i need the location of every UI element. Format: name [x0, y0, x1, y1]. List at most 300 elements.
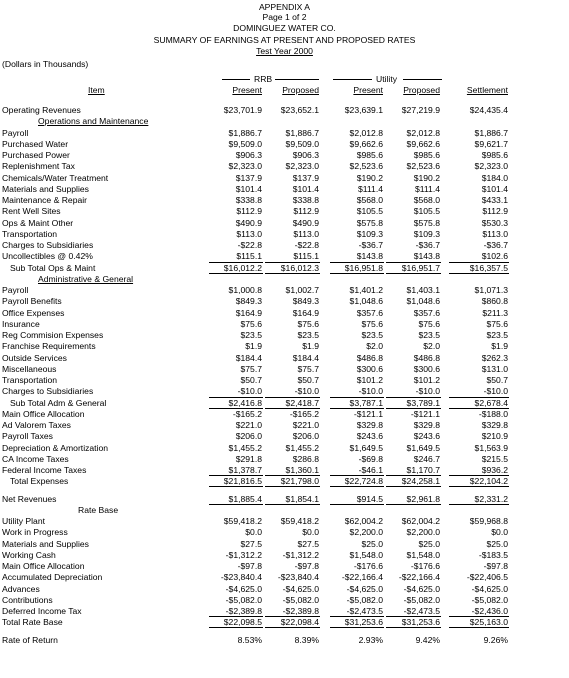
subtotal-rule-bottom: [449, 627, 509, 628]
cell-value: $59,968.8: [469, 516, 508, 526]
table-row: [0, 150, 569, 160]
cell-value: $338.8: [235, 195, 262, 205]
cell-value: $1,548.0: [349, 549, 383, 560]
cell-value: $1.9: [491, 341, 508, 352]
cell-value: -$2,389.8: [282, 606, 319, 616]
cell-value: $2,012.8: [406, 127, 440, 138]
row-label: Purchased Power: [2, 150, 70, 160]
cell-value: $27,219.9: [401, 105, 440, 115]
cell-value: $105.5: [413, 206, 440, 217]
cell-value: -$46.1: [358, 465, 383, 475]
cell-value: -$4,625.0: [403, 583, 440, 594]
cell-value: -$2,436.0: [471, 606, 508, 616]
cell-value: $22,104.2: [469, 476, 508, 487]
cell-value: $1,886.7: [474, 127, 508, 138]
cell-value: $575.8: [413, 217, 440, 228]
row-label: Reg Commision Expenses: [2, 330, 104, 340]
cell-value: 8.39%: [294, 634, 319, 645]
cell-value: $113.0: [236, 228, 262, 239]
cell-value: -$10.0: [237, 386, 262, 397]
col-settlement: Settlement: [466, 85, 508, 95]
cell-value: -$23,840.4: [277, 572, 319, 583]
cell-value: $329.8: [356, 420, 383, 430]
cell-value: $985.6: [413, 150, 440, 160]
cell-value: $1,071.3: [474, 285, 508, 295]
row-label: Net Revenues: [2, 493, 57, 504]
cell-value: 2.93%: [358, 634, 383, 645]
cell-value: $206.0: [292, 431, 319, 442]
table-row: [0, 173, 569, 183]
cell-value: $221.0: [235, 420, 262, 430]
cell-value: $1,403.1: [406, 285, 440, 295]
cell-value: $860.8: [481, 296, 508, 307]
cell-value: -$10.0: [415, 386, 440, 397]
table-row: [0, 516, 569, 526]
table-row: [0, 476, 569, 486]
cell-value: -$2,473.5: [403, 606, 440, 616]
cell-value: $2,323.0: [228, 161, 262, 172]
cell-value: -$4,625.0: [282, 583, 319, 594]
page-number: Page 1 of 2: [262, 12, 307, 22]
cell-value: $338.8: [292, 195, 319, 205]
subtotal-rule-bottom: [209, 627, 263, 628]
table-row: [0, 527, 569, 537]
table-row: [0, 319, 569, 329]
units-note: (Dollars in Thousands): [2, 59, 89, 69]
cell-value: $906.3: [292, 150, 319, 160]
subtotal-rule-bottom: [265, 486, 320, 487]
cell-value: $23.5: [486, 330, 508, 340]
subtotal-rule-top: [449, 475, 509, 476]
cell-value: $23,639.1: [344, 105, 383, 115]
subtotal-rule-top: [449, 397, 509, 398]
cell-value: $75.6: [418, 318, 440, 329]
cell-value: $109.3: [413, 228, 440, 239]
cell-value: $2,323.0: [474, 161, 508, 172]
cell-value: -$1,312.2: [282, 549, 319, 560]
cell-value: $243.6: [356, 431, 383, 442]
cell-value: $329.8: [413, 420, 440, 430]
cell-value: $3,789.1: [406, 397, 440, 408]
cell-value: $75.6: [361, 318, 383, 329]
group-utility-rule-left: [333, 79, 372, 80]
cell-value: $190.2: [413, 172, 440, 183]
cell-value: $300.6: [413, 363, 440, 374]
row-label: Work in Progress: [2, 527, 68, 538]
cell-value: -$5,082.0: [282, 594, 319, 605]
cell-value: $109.3: [356, 228, 383, 239]
cell-value: $985.6: [481, 150, 508, 160]
cell-value: -$97.8: [237, 561, 262, 571]
table-row: [0, 550, 569, 560]
cell-value: $300.6: [356, 363, 383, 374]
col-util-present: Present: [353, 85, 383, 95]
table-row: [0, 285, 569, 295]
subtotal-rule-top: [386, 475, 441, 476]
cell-value: $112.9: [236, 206, 262, 217]
cell-value: -$165.2: [232, 408, 262, 419]
cell-value: $137.9: [235, 172, 262, 183]
cell-value: -$5,082.0: [403, 594, 440, 605]
cell-value: $849.3: [235, 296, 262, 307]
table-row: [0, 572, 569, 582]
cell-value: $27.5: [297, 538, 319, 549]
cell-value: $357.6: [413, 307, 440, 318]
row-label: Main Office Allocation: [2, 561, 85, 571]
cell-value: $164.9: [235, 307, 262, 318]
cell-value: $22,098.5: [223, 617, 262, 628]
cell-value: $190.2: [356, 172, 383, 183]
cell-value: $24,435.4: [469, 105, 508, 115]
cell-value: -$97.8: [294, 561, 319, 571]
cell-value: -$10.0: [483, 386, 508, 397]
cell-value: $985.6: [356, 150, 383, 160]
cell-value: -$22,166.4: [398, 572, 440, 583]
cell-value: $75.6: [486, 318, 508, 329]
col-util-proposed: Proposed: [403, 85, 440, 95]
cell-value: $22,098.4: [280, 617, 319, 628]
row-label: Replenishment Tax: [2, 161, 75, 172]
cell-value: $221.0: [292, 420, 319, 430]
row-label: Main Office Allocation: [2, 408, 85, 419]
cell-value: $23,652.1: [280, 105, 319, 115]
cell-value: -$10.0: [358, 386, 383, 397]
cell-value: $2,523.6: [406, 161, 440, 172]
cell-value: $1,455.2: [285, 442, 319, 453]
cell-value: $1,378.7: [228, 465, 262, 475]
table-row: [0, 105, 569, 115]
cell-value: -$176.6: [410, 561, 440, 571]
cell-value: $1,000.8: [228, 285, 262, 295]
cell-value: $568.0: [413, 195, 440, 205]
row-label: Materials and Supplies: [2, 538, 89, 549]
subtotal-rule-bottom: [449, 486, 509, 487]
cell-value: $62,004.2: [344, 516, 383, 526]
cell-value: -$165.2: [289, 408, 319, 419]
cell-value: $50.7: [486, 375, 508, 385]
cell-value: $23.5: [240, 330, 262, 340]
cell-value: $2,678.4: [474, 397, 508, 408]
cell-value: $1,886.7: [285, 127, 319, 138]
table-row: [0, 420, 569, 430]
subtotal-rule-top: [265, 397, 320, 398]
cell-value: $31,253.6: [344, 617, 383, 628]
cell-value: -$22.8: [237, 240, 262, 250]
table-row: [0, 353, 569, 363]
cell-value: -$176.6: [353, 561, 383, 571]
cell-value: -$5,082.0: [225, 594, 262, 605]
cell-value: $206.0: [235, 431, 262, 442]
cell-value: $113.0: [482, 228, 508, 239]
table-row: [0, 494, 569, 504]
subtotal-rule-top: [209, 616, 263, 617]
cell-value: $262.3: [481, 352, 508, 363]
cell-value: $113.0: [293, 228, 319, 239]
subtotal-rule-top: [449, 262, 509, 263]
table-row: [0, 606, 569, 616]
cell-value: $184.0: [481, 172, 508, 183]
row-label: Maintenance & Repair: [2, 195, 88, 205]
table-row: [0, 218, 569, 228]
cell-value: $490.9: [292, 217, 319, 228]
group-rrb: RRB: [254, 74, 273, 84]
table-row: [0, 263, 569, 273]
row-label: Total Expenses: [10, 476, 69, 487]
table-row: [0, 330, 569, 340]
cell-value: $568.0: [356, 195, 383, 205]
cell-value: $184.4: [235, 352, 262, 363]
row-label: Depreciation & Amortization: [2, 442, 109, 453]
row-label: Insurance: [2, 318, 40, 329]
row-label: Federal Income Taxes: [2, 465, 87, 475]
subtotal-rule-top: [265, 616, 320, 617]
cell-value: $0.0: [491, 527, 508, 538]
table-row: [0, 364, 569, 374]
table-row: [0, 454, 569, 464]
cell-value: $16,012.3: [280, 262, 319, 273]
group-rrb-rule-right: [275, 79, 319, 80]
row-label: Contributions: [2, 594, 53, 605]
cell-value: $184.4: [292, 352, 319, 363]
cell-value: $9,509.0: [285, 138, 319, 149]
subtotal-rule-top: [209, 397, 263, 398]
cell-value: $486.8: [356, 352, 383, 363]
row-label: Accumulated Depreciation: [2, 572, 103, 583]
subtotal-rule-top: [386, 616, 441, 617]
subtotal-rule-top: [330, 397, 384, 398]
cell-value: $575.8: [356, 217, 383, 228]
cell-value: $25,163.0: [469, 617, 508, 628]
cell-value: $50.7: [240, 375, 262, 385]
cell-value: $490.9: [235, 217, 262, 228]
table-row: [0, 409, 569, 419]
row-label: Chemicals/Water Treatment: [2, 172, 109, 183]
table-row: [0, 240, 569, 250]
subtotal-rule-top: [209, 475, 263, 476]
cell-value: $211.3: [482, 307, 508, 318]
cell-value: $21,816.5: [223, 476, 262, 487]
section-header: [0, 274, 569, 284]
cell-value: $2,416.8: [228, 397, 262, 408]
cell-value: $16,012.2: [223, 262, 262, 273]
col-item: Item: [88, 85, 105, 95]
row-label: Total Rate Base: [2, 617, 63, 628]
col-rrb-proposed: Proposed: [282, 85, 319, 95]
subtotal-rule-top: [386, 397, 441, 398]
subtotal-rule-bottom: [330, 486, 384, 487]
cell-value: $59,418.2: [223, 516, 262, 526]
cell-value: $31,253.6: [401, 617, 440, 628]
table-row: [0, 229, 569, 239]
subtotal-rule-top: [330, 475, 384, 476]
row-label: Charges to Subsidiaries: [2, 386, 94, 397]
row-label: Sub Total Ops & Maint: [10, 262, 96, 273]
row-label: Working Cash: [2, 549, 56, 560]
subtotal-rule-top: [449, 616, 509, 617]
cell-value: $2,323.0: [285, 161, 319, 172]
cell-value: $1,854.1: [285, 493, 319, 504]
row-label: Transportation: [2, 375, 58, 385]
cell-value: -$23,840.4: [220, 572, 262, 583]
cell-value: $1,455.2: [228, 442, 262, 453]
cell-value: $357.6: [356, 307, 383, 318]
subtotal-rule-top: [386, 262, 441, 263]
table-row: [0, 635, 569, 645]
cell-value: $1,885.4: [228, 493, 262, 504]
cell-value: $23.5: [418, 330, 440, 340]
row-label: Payroll Taxes: [2, 431, 53, 442]
row-label: Charges to Subsidiaries: [2, 240, 94, 250]
table-row: [0, 128, 569, 138]
cell-value: $111.4: [414, 183, 440, 194]
cell-value: -$22,406.5: [466, 572, 508, 583]
cell-value: $1.9: [245, 341, 262, 352]
cell-value: $50.7: [297, 375, 319, 385]
cell-value: $25.0: [361, 538, 383, 549]
cell-value: $1,002.7: [285, 285, 319, 295]
section-label: Administrative & General: [38, 273, 134, 284]
cell-value: $75.7: [297, 363, 319, 374]
cell-value: $1,649.5: [349, 442, 383, 453]
cell-value: $2,200.0: [349, 527, 383, 538]
table-row: [0, 561, 569, 571]
cell-value: $143.8: [413, 251, 440, 262]
cell-value: $2,523.6: [349, 161, 383, 172]
cell-value: -$4,625.0: [225, 583, 262, 594]
cell-value: $1,548.0: [406, 549, 440, 560]
row-label: Operating Revenues: [2, 105, 81, 115]
appendix-label: APPENDIX A: [258, 2, 311, 12]
cell-value: 9.26%: [483, 634, 508, 645]
cell-value: -$121.1: [410, 408, 440, 419]
cell-value: $164.9: [292, 307, 319, 318]
test-year: Test Year 2000: [256, 46, 313, 56]
row-label: Sub Total Adm & General: [10, 397, 107, 408]
cell-value: $23,701.9: [223, 105, 262, 115]
table-row: [0, 308, 569, 318]
section-label: Rate Base: [78, 504, 119, 515]
subtotal-rule-top: [209, 262, 263, 263]
row-label: Rate of Return: [2, 634, 58, 645]
cell-value: $1,563.9: [474, 442, 508, 453]
table-row: [0, 617, 569, 627]
col-rrb-present: Present: [232, 85, 262, 95]
subtotal-rule-top: [265, 475, 320, 476]
cell-value: $16,357.5: [469, 262, 508, 273]
cell-value: $0.0: [302, 527, 319, 538]
row-label: Payroll: [2, 127, 29, 138]
cell-value: $22,724.8: [344, 476, 383, 487]
table-row: [0, 386, 569, 396]
cell-value: $23.5: [361, 330, 383, 340]
subtotal-rule-top: [330, 616, 384, 617]
row-label: Utility Plant: [2, 516, 45, 526]
row-label: CA Income Taxes: [2, 453, 69, 464]
cell-value: -$4,625.0: [471, 583, 508, 594]
cell-value: $27.5: [240, 538, 262, 549]
cell-value: $101.4: [235, 183, 262, 194]
cell-value: $2,200.0: [406, 527, 440, 538]
cell-value: $1,401.2: [349, 285, 383, 295]
cell-value: $112.9: [482, 206, 508, 217]
cell-value: -$188.0: [478, 408, 508, 419]
cell-value: $246.7: [413, 453, 440, 464]
cell-value: $1,649.5: [406, 442, 440, 453]
cell-value: $115.1: [293, 251, 319, 262]
group-utility-rule-right: [403, 79, 442, 80]
cell-value: $2,331.2: [474, 493, 508, 504]
table-row: [0, 296, 569, 306]
subtotal-rule-bottom: [386, 627, 441, 628]
cell-value: $9,621.7: [474, 138, 508, 149]
cell-value: $849.3: [292, 296, 319, 307]
row-label: Uncollectibles @ 0.42%: [2, 251, 93, 262]
row-label: Deferred Income Tax: [2, 606, 82, 616]
table-row: [0, 195, 569, 205]
cell-value: $131.0: [481, 363, 508, 374]
cell-value: $9,662.6: [349, 138, 383, 149]
group-rrb-rule-left: [222, 79, 250, 80]
cell-value: $2.0: [366, 341, 383, 352]
cell-value: $75.6: [297, 318, 319, 329]
subtotal-rule-bottom: [386, 486, 441, 487]
subtotal-rule-top: [265, 262, 320, 263]
table-row: [0, 161, 569, 171]
cell-value: $101.4: [481, 183, 508, 194]
table-row: [0, 431, 569, 441]
cell-value: $75.6: [240, 318, 262, 329]
subtotal-rule-top: [330, 262, 384, 263]
cell-value: $914.5: [356, 493, 383, 504]
subtotal-rule-bottom: [330, 627, 384, 628]
cell-value: $16,951.7: [401, 262, 440, 273]
cell-value: $1,886.7: [228, 127, 262, 138]
cell-value: $1,170.7: [406, 465, 440, 475]
cell-value: $9,662.6: [406, 138, 440, 149]
table-row: [0, 443, 569, 453]
cell-value: -$97.8: [483, 561, 508, 571]
table-row: [0, 595, 569, 605]
cell-value: $62,004.2: [401, 516, 440, 526]
cell-value: -$2,473.5: [346, 606, 383, 616]
cell-value: -$5,082.0: [471, 594, 508, 605]
table-row: [0, 539, 569, 549]
cell-value: $906.3: [235, 150, 262, 160]
subtotal-rule-bottom: [209, 486, 263, 487]
row-label: Miscellaneous: [2, 363, 57, 374]
cell-value: $1.9: [302, 341, 319, 352]
cell-value: -$69.8: [358, 453, 383, 464]
table-row: [0, 465, 569, 475]
subtotal-rule-bottom: [265, 627, 320, 628]
cell-value: $936.2: [481, 465, 508, 475]
cell-value: $25.0: [486, 538, 508, 549]
cell-value: $112.9: [293, 206, 319, 217]
cell-value: -$5,082.0: [346, 594, 383, 605]
row-label: Purchased Water: [2, 138, 69, 149]
cell-value: $16,951.8: [344, 262, 383, 273]
cell-value: -$2,389.8: [225, 606, 262, 616]
cell-value: $115.1: [236, 251, 262, 262]
cell-value: $1,048.6: [406, 296, 440, 307]
row-label: Ad Valorem Taxes: [2, 420, 71, 430]
cell-value: $2.0: [423, 341, 440, 352]
cell-value: $101.4: [292, 183, 319, 194]
row-label: Franchise Requirements: [2, 341, 96, 352]
cell-value: $1,360.1: [285, 465, 319, 475]
cell-value: $59,418.2: [280, 516, 319, 526]
group-utility: Utility: [376, 74, 398, 84]
